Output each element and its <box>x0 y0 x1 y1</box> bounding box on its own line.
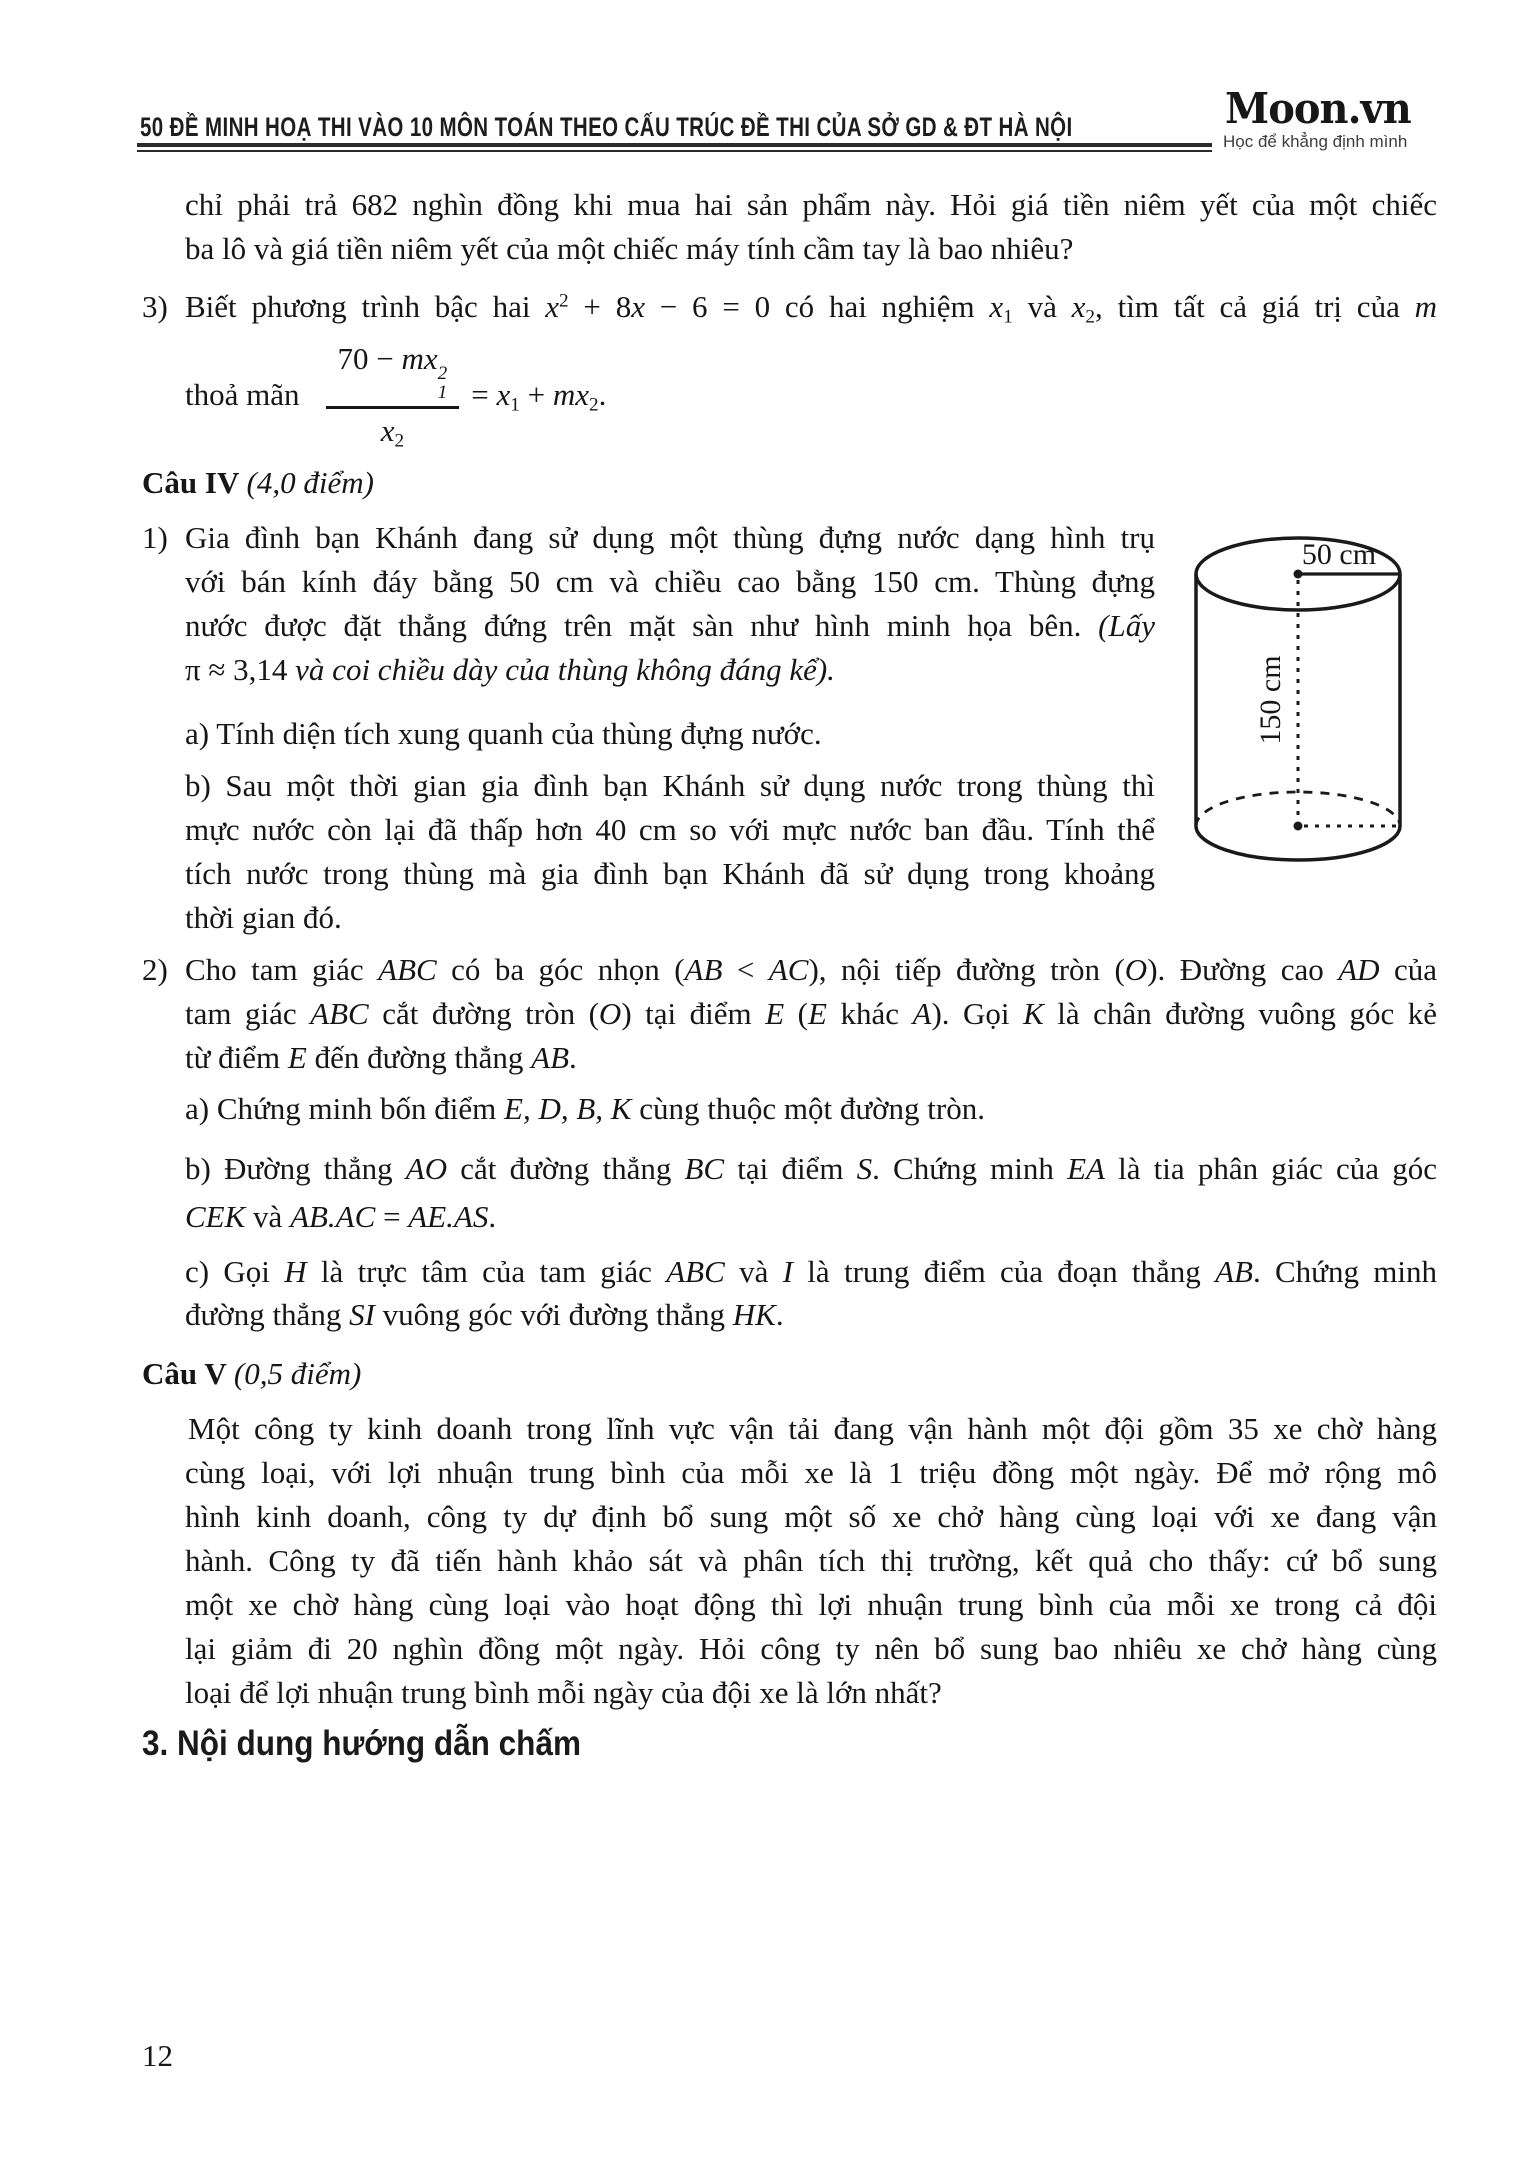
height-label: 150 cm <box>1254 655 1287 745</box>
text-line: chỉ phải trả 682 nghìn đồng khi mua hai sản phẩm này. Hỏi giá tiền niêm yết của một chiếc <box>185 187 1437 222</box>
radius-label: 50 cm <box>1301 538 1377 571</box>
logo-tagline: Học để khẳng định mình <box>1223 132 1408 151</box>
text-line: π ≈ 3,14 và coi chiều dày của thùng không đáng kể). <box>185 652 835 687</box>
text-line: loại để lợi nhuận trung bình mỗi ngày của đội xe là lớn nhất? <box>185 1675 942 1710</box>
text-line: tam giác ABC cắt đường tròn (O) tại điểm E (E khác A). Gọi K là chân đường vuông góc kẻ <box>185 996 1437 1031</box>
text-line: b) Đường thẳng AO cắt đường thẳng BC tại điểm S. Chứng minh EA là tia phân giác của góc <box>185 1151 1437 1186</box>
equation-rhs: = $x_1 + mx_2$. <box>471 376 607 416</box>
fraction-numerator: 70 − mx 2 1 <box>326 341 460 409</box>
section-heading-3: 3. Nội dung hướng dẫn chấm <box>142 1724 581 1763</box>
cylinder-bottom-front-arc <box>1196 826 1400 860</box>
text-line: nước được đặt thẳng đứng trên mặt sàn như hình minh họa bên. (Lấy <box>185 608 1155 643</box>
cylinder-figure <box>1185 530 1417 878</box>
text-line: a) Tính diện tích xung quanh của thùng đựng nước. <box>185 716 822 751</box>
text-line: một xe chờ hàng cùng loại vào hoạt động thì lợi nhuận trung bình của mỗi xe trong cả đội <box>185 1587 1437 1622</box>
section-heading-cau5: Câu V (0,5 điểm) <box>142 1356 362 1391</box>
item-marker: 1) <box>142 520 168 555</box>
text-line: cùng loại, với lợi nhuận trung bình của mỗi xe là 1 triệu đồng một ngày. Để mở rộng mô <box>185 1455 1437 1490</box>
text-line: thời gian đó. <box>185 900 342 935</box>
text-line: từ điểm E đến đường thẳng AB. <box>185 1040 577 1075</box>
equation-fraction <box>185 341 607 452</box>
fraction-denominator: $x_2$ <box>380 412 405 452</box>
text-line: ba lô và giá tiền niêm yết của một chiếc máy tính cầm tay là bao nhiêu? <box>185 231 1074 266</box>
text-line: mực nước còn lại đã thấp hơn 40 cm so với mực nước ban đầu. Tính thể <box>185 812 1155 847</box>
section-heading-cau4: Câu IV (4,0 điểm) <box>142 465 374 500</box>
bottom-center-dot <box>1294 822 1303 831</box>
equation-lhs: thoả mãn <box>185 376 300 412</box>
header-rule-thin <box>137 150 1212 152</box>
fraction <box>326 341 460 452</box>
text-line: tích nước trong thùng mà gia đình bạn Khánh đã sử dụng trong khoảng <box>185 856 1155 891</box>
text-line: b) Sau một thời gian gia đình bạn Khánh sử dụng nước trong thùng thì <box>185 768 1155 803</box>
item-marker: 3) <box>142 289 168 324</box>
header-rule-thick <box>137 143 1212 147</box>
item-marker: 2) <box>142 952 168 987</box>
text-line: lại giảm đi 20 nghìn đồng một ngày. Hỏi công ty nên bổ sung bao nhiêu xe chở hàng cùng <box>185 1631 1437 1666</box>
text-line: c) Gọi H là trực tâm của tam giác ABC và I là trung điểm của đoạn thẳng AB. Chứng minh <box>185 1254 1437 1289</box>
text-line: Biết phương trình bậc hai $x^2 + 8x - 6 = 0$ có hai nghiệm $x_1$ và $x_2$, tìm tất cả giá trị của m <box>185 289 1438 328</box>
header-title: 50 ĐỀ MINH HOẠ THI VÀO 10 MÔN TOÁN THEO CẤU TRÚC ĐỀ THI CỦA SỞ GD & ĐT HÀ NỘI <box>140 112 1073 142</box>
text-line: hình kinh doanh, công ty dự định bổ sung một số xe chở hàng cùng loại với xe đang vận <box>185 1499 1437 1534</box>
moon-vn-logo: Moon.vn <box>1225 84 1411 133</box>
text-line: với bán kính đáy bằng 50 cm và chiều cao bằng 150 cm. Thùng đựng <box>185 564 1155 599</box>
text-line: Gia đình bạn Khánh đang sử dụng một thùng đựng nước dạng hình trụ <box>185 520 1155 555</box>
cylinder-bottom-back-arc <box>1196 792 1400 826</box>
text-line: hành. Công ty đã tiến hành khảo sát và phân tích thị trường, kết quả cho thấy: cứ bổ sung <box>185 1543 1437 1578</box>
text-line: đường thẳng SI vuông góc với đường thẳng HK. <box>185 1297 784 1332</box>
text-line: CEK và AB.AC = AE.AS. <box>185 1199 497 1234</box>
text-line: Cho tam giác ABC có ba góc nhọn (AB < AC), nội tiếp đường tròn (O). Đường cao AD của <box>185 952 1437 987</box>
text-line: a) Chứng minh bốn điểm E, D, B, K cùng thuộc một đường tròn. <box>185 1091 985 1126</box>
page-number: 12 <box>142 2038 173 2073</box>
text-line: Một công ty kinh doanh trong lĩnh vực vận tải đang vận hành một đội gồm 35 xe chờ hàng <box>188 1411 1437 1446</box>
